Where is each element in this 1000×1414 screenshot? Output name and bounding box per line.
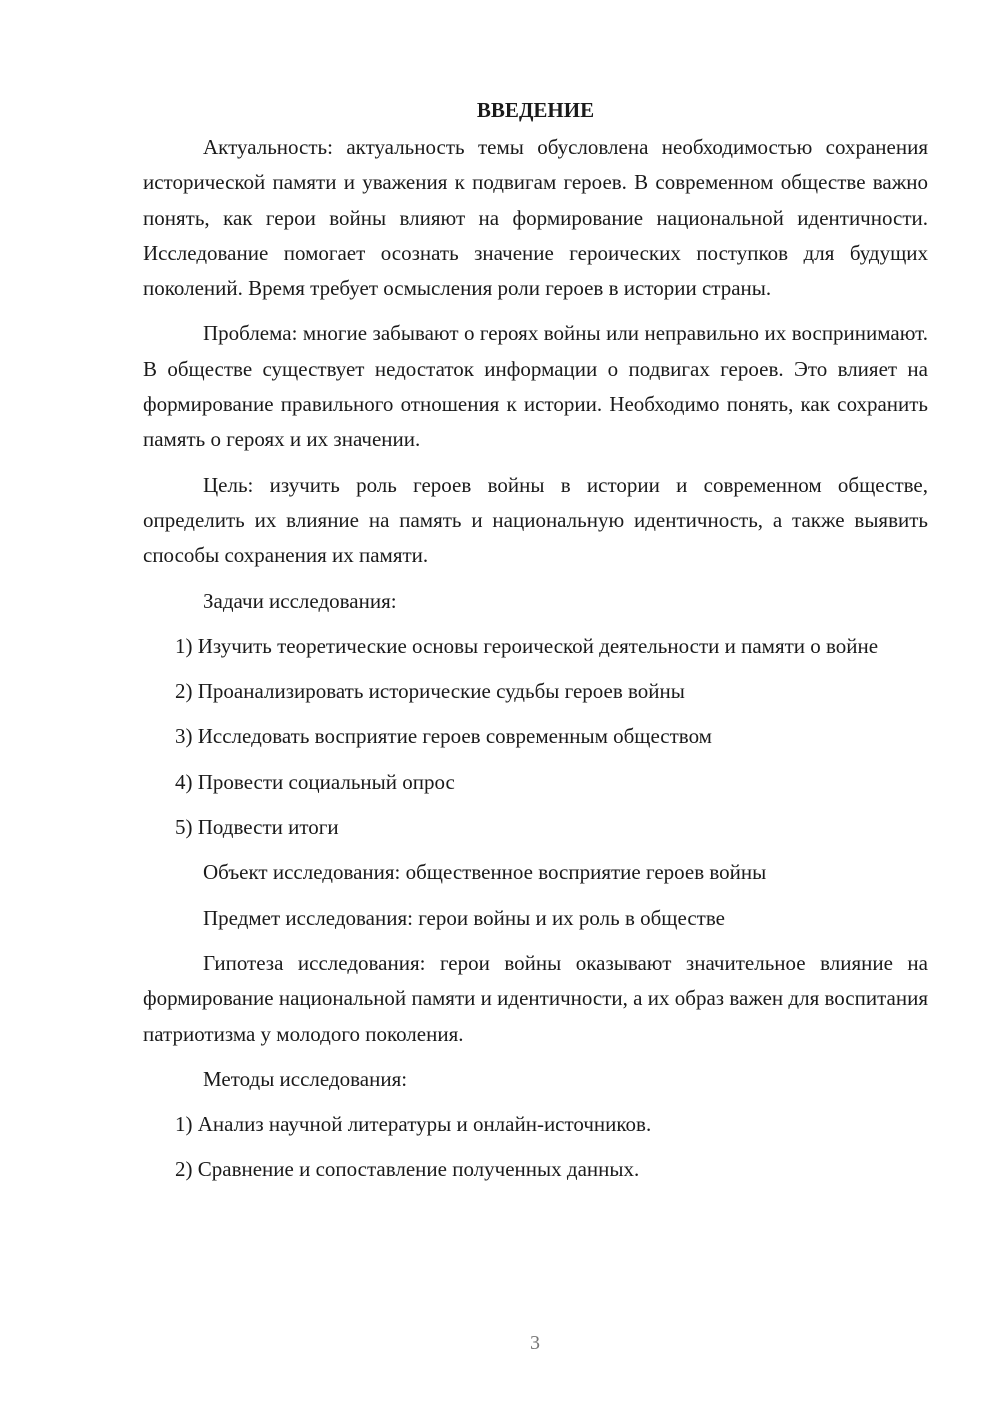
subject-line: Предмет исследования: герои войны и их роль в обществе [203,905,725,930]
task-item-3: 3) Исследовать восприятие героев современным обществом [175,724,712,749]
page-number: 3 [530,1332,540,1354]
task-item-2: 2) Проанализировать исторические судьбы героев войны [175,679,685,704]
tasks-title: Задачи исследования: [203,588,397,613]
section-heading: ВВЕДЕНИЕ [476,98,595,122]
object-line: Объект исследования: общественное восприятие героев войны [203,860,767,885]
task-item-4: 4) Провести социальный опрос [175,769,455,794]
method-item-1: 1) Анализ научной литературы и онлайн-источников. [175,1112,652,1137]
document-page [143,92,928,1198]
problem-paragraph: Проблема: многие забывают о героях войны или неправильно их воспринимают. В обществе существует недостаток информации о подвигах героев. Это влияет на формирование правильного отношения к истории. Необходимо понять, как сохранить память о героях и их значении. [143,321,928,452]
hypothesis-paragraph: Гипотеза исследования: герои войны оказывают значительное влияние на формирование национальной памяти и идентичности, а их образ важен для воспитания патриотизма у молодого поколения. [143,950,928,1046]
method-item-2: 2) Сравнение и сопоставление полученных данных. [175,1157,640,1182]
task-item-1: 1) Изучить теоретические основы героической деятельности и памяти о войне [175,633,879,658]
relevance-paragraph: Актуальность: актуальность темы обусловлена необходимостью сохранения исторической памяти и уважения к подвигам героев. В современном обществе важно понять, как герои войны влияют на формирование национальной идентичности. Исследование помогает осознать значение героических поступков для будущих поколений. Время требует осмысления роли героев в истории страны. [143,135,928,301]
goal-paragraph: Цель: изучить роль героев войны в истории и современном обществе, определить их влияние на память и национальную идентичность, а также выявить способы сохранения их памяти. [143,472,928,568]
task-item-5: 5) Подвести итоги [175,815,339,840]
methods-title: Методы исследования: [203,1066,408,1091]
